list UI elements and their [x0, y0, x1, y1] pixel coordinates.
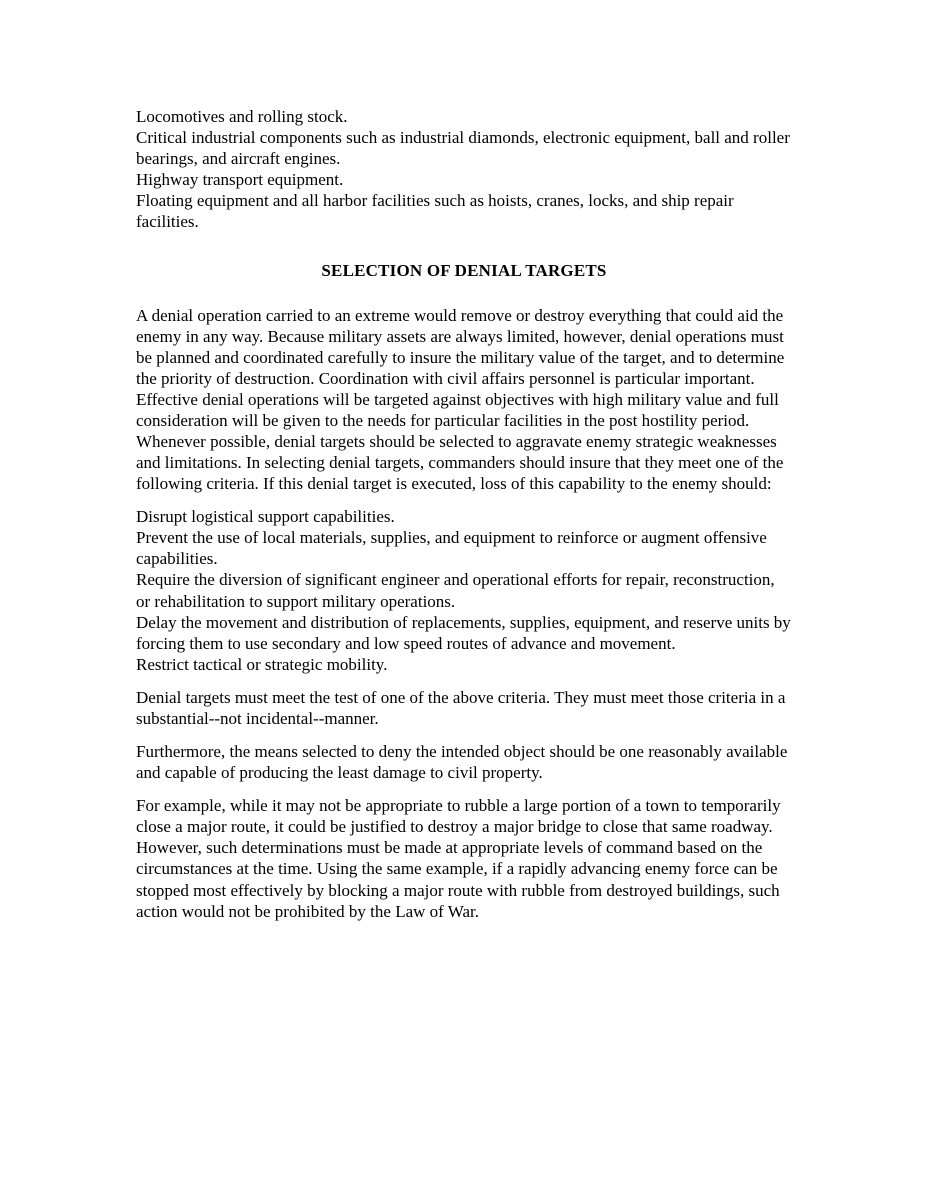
list-item: Require the diversion of significant engineer and operational efforts for repair, reconstruction, or rehabilitation to support military operations.	[136, 570, 775, 611]
criteria-list	[136, 506, 792, 675]
paragraph-means-selected: Furthermore, the means selected to deny the intended object should be one reasonably available and capable of producing the least damage to civil property.	[136, 742, 788, 783]
paragraph-denial-overview: A denial operation carried to an extreme would remove or destroy everything that could aid the enemy in any way. Because military assets are always limited, however, denial operations must be planned and coordinated carefully to insure the military value of the target, and to determine the priority of destruction. Coordination with civil affairs personnel is particular important. Effective denial operations will be targeted against objectives with high military value and full consideration will be given to the needs for particular facilities in the post hostility period. Whenever possible, denial targets should be selected to aggravate enemy strategic weaknesses and limitations. In selecting denial targets, commanders should insure that they meet one of the following criteria. If this denial target is executed, loss of this capability to the enemy should:	[136, 305, 785, 494]
list-item: Restrict tactical or strategic mobility.	[136, 654, 388, 674]
list-item: Disrupt logistical support capabilities.	[136, 507, 395, 527]
paragraph-criteria-test: Denial targets must meet the test of one of the above criteria. They must meet those criteria in a substantial--not incidental--manner.	[136, 687, 786, 728]
list-item: Delay the movement and distribution of replacements, supplies, equipment, and reserve units by forcing them to use secondary and low speed routes of advance and movement.	[136, 612, 791, 653]
section-heading: SELECTION OF DENIAL TARGETS	[321, 261, 607, 281]
list-item: Highway transport equipment.	[136, 170, 344, 190]
list-item: Locomotives and rolling stock.	[136, 107, 348, 126]
list-item: Critical industrial components such as industrial diamonds, electronic equipment, ball and roller bearings, and aircraft engines.	[136, 128, 790, 169]
paragraph-example: For example, while it may not be appropriate to rubble a large portion of a town to temporarily close a major route, it could be justified to destroy a major bridge to close that same roadway. However, such determinations must be made at appropriate levels of command based on the circumstances at the time. Using the same example, if a rapidly advancing enemy force can be stopped most effectively by blocking a major route with rubble from destroyed buildings, such action would not be prohibited by the Law of War.	[136, 796, 781, 921]
intro-list	[136, 106, 792, 232]
list-item: Floating equipment and all harbor facilities such as hoists, cranes, locks, and ship repair facilities.	[136, 191, 734, 232]
list-item: Prevent the use of local materials, supplies, and equipment to reinforce or augment offensive capabilities.	[136, 528, 767, 569]
